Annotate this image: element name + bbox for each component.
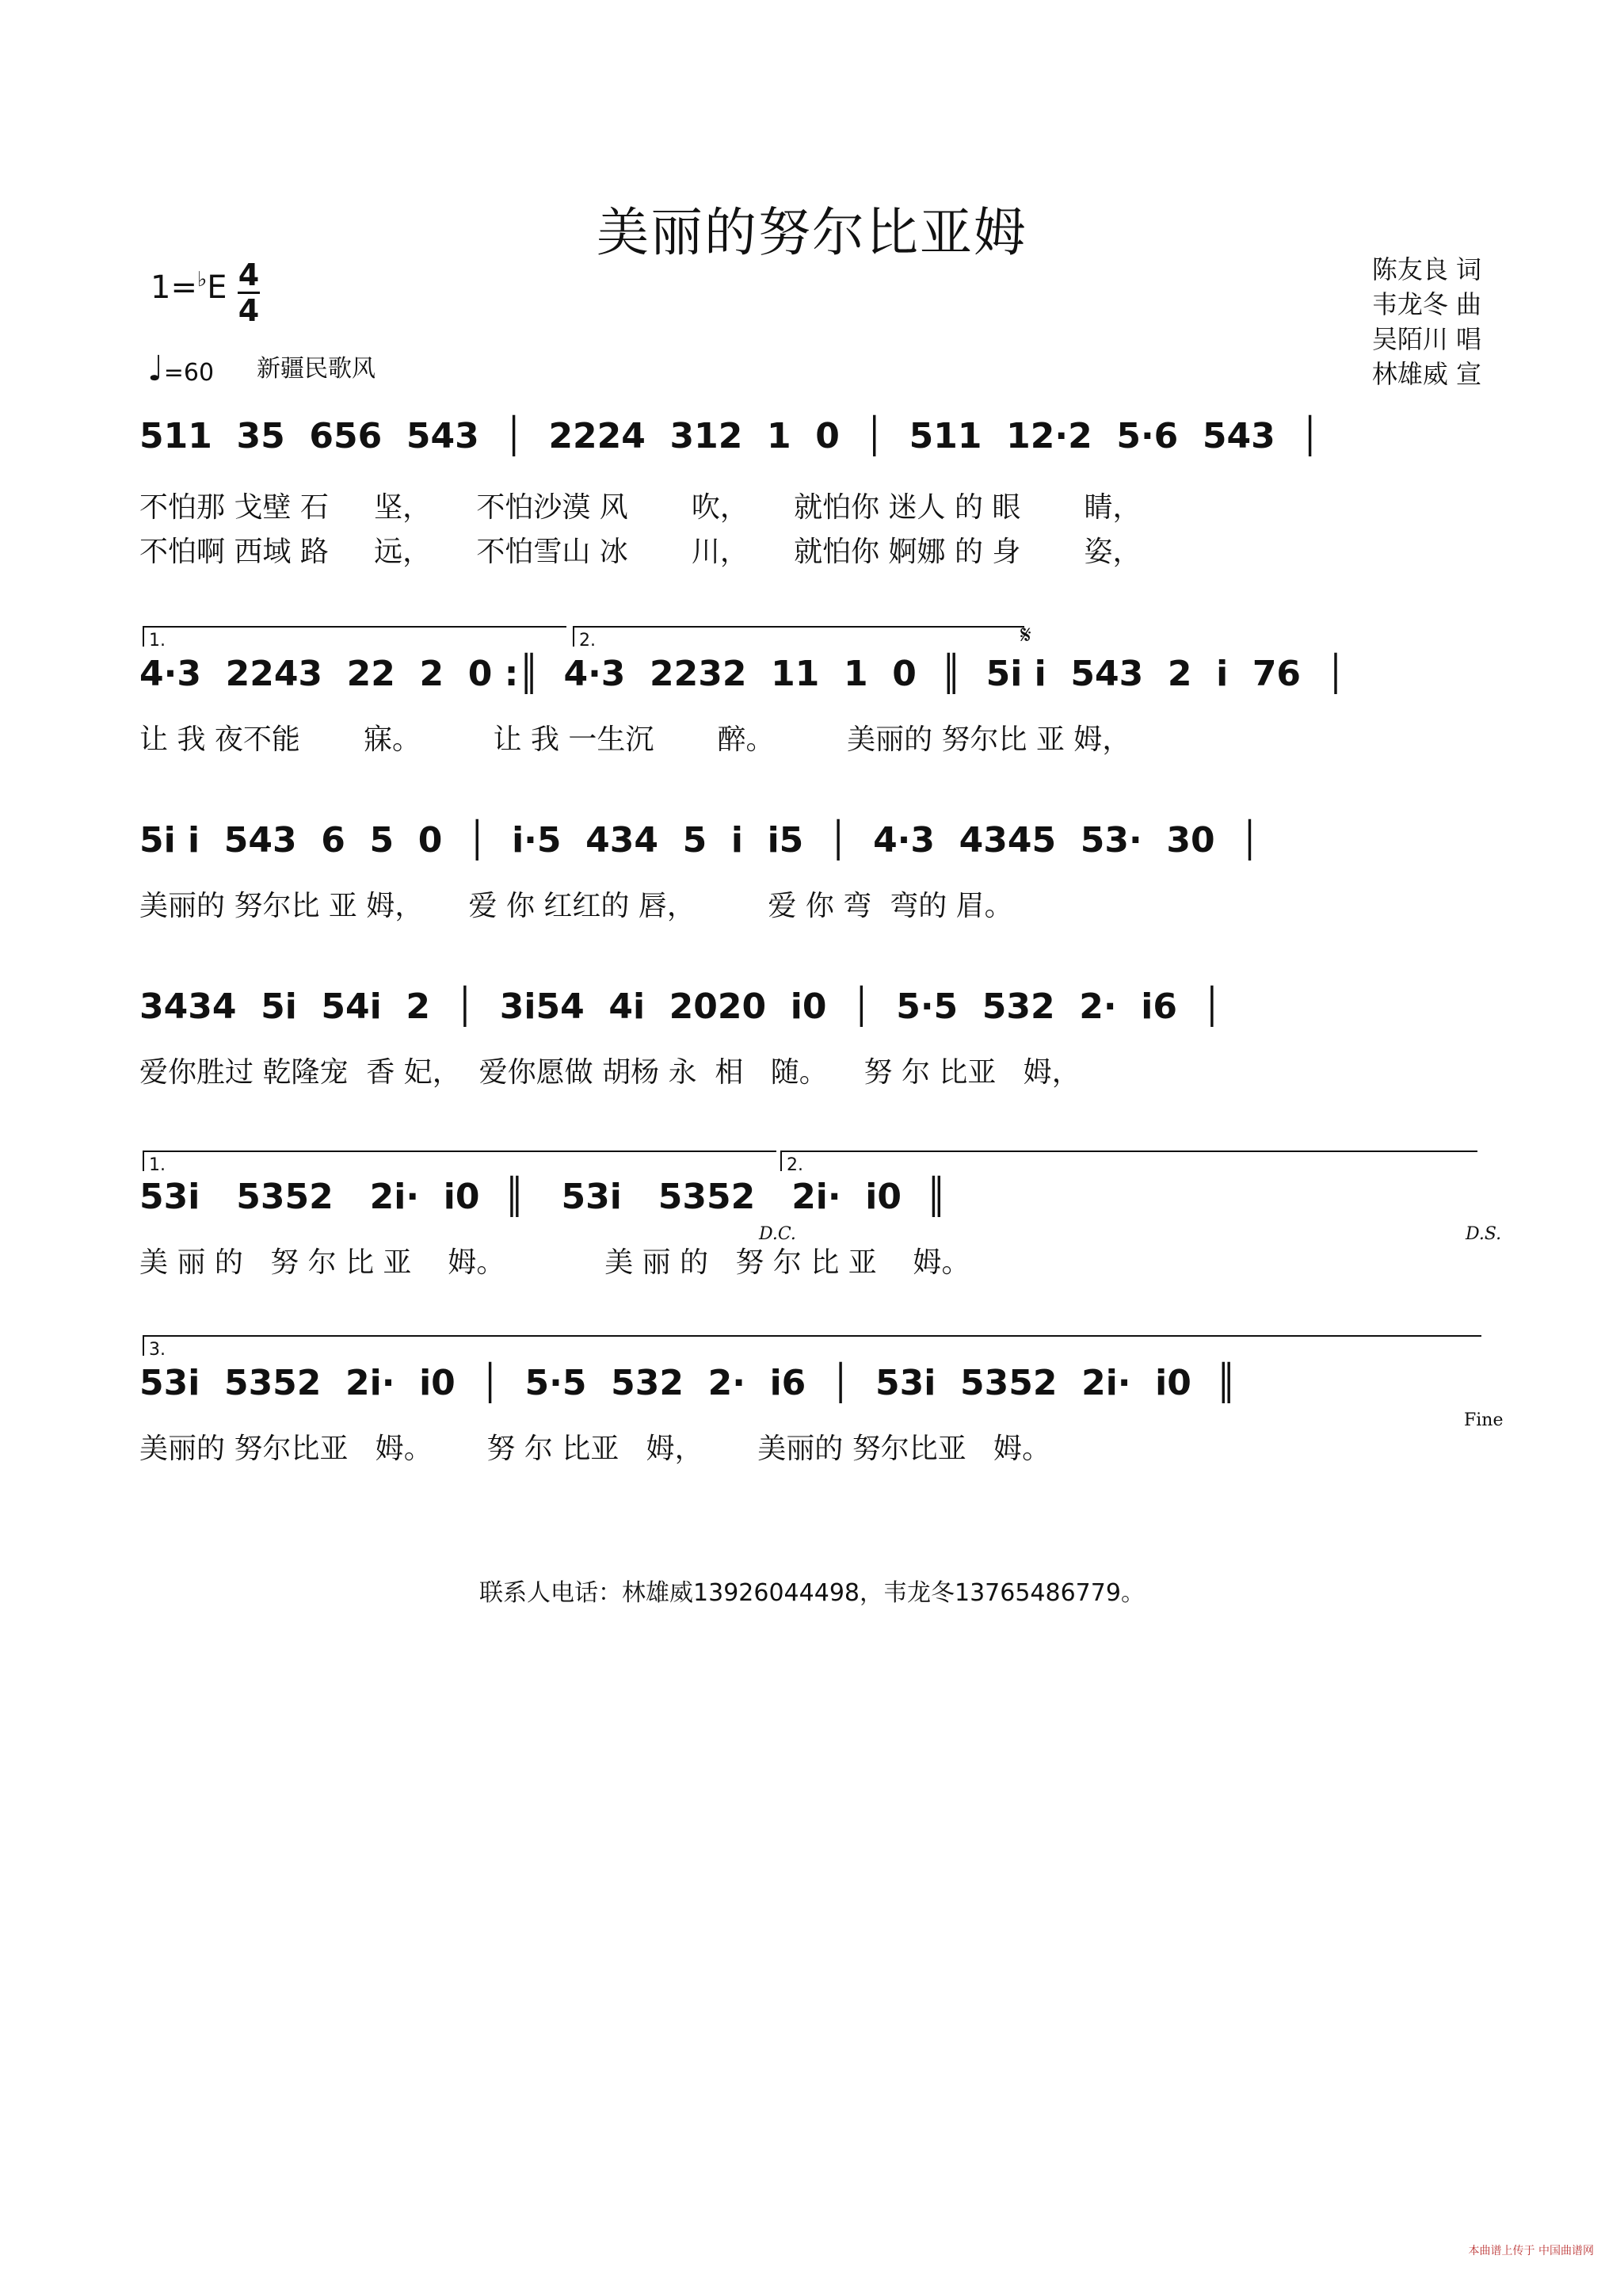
- meter-top: 4: [238, 258, 260, 292]
- song-title: 美丽的努尔比亚姆: [597, 202, 1027, 263]
- composer-credit: 韦龙冬 曲: [1371, 289, 1481, 319]
- segno-icon: 𝄋: [1020, 620, 1031, 650]
- dc-marker: D.C.: [759, 1224, 796, 1244]
- key-signature: 1=♭E: [151, 268, 227, 306]
- singer-credit: 吴陌川 唱: [1371, 324, 1481, 354]
- fine-marker: Fine: [1464, 1410, 1504, 1430]
- ds-marker: D.S.: [1466, 1224, 1502, 1244]
- volta-3: 3.: [143, 1335, 1481, 1356]
- notation-row-1: 511 35 656 543 │ 2224 312 1 0 │ 511 12·2 5·6 543 │: [139, 416, 1321, 456]
- lyrics-row-3: 美丽的 努尔比 亚 姆， 爱 你 红红的 唇， 爱 你 弯 弯的 眉。: [139, 890, 1013, 922]
- volta-2: 2.: [573, 626, 1024, 647]
- flat-sign-icon: ♭: [196, 268, 208, 292]
- volta-1: 1.: [143, 626, 566, 647]
- volta-2b: 2.: [780, 1151, 1477, 1171]
- notation-row-4: 3434 5i 54i 2 │ 3i54 4i 2020 i0 │ 5·5 532 2· i6 │: [139, 986, 1223, 1027]
- lyricist-credit: 陈友良 词: [1371, 254, 1481, 284]
- contact-footer: 联系人电话：林雄威13926044498，韦龙冬13765486779。: [479, 1579, 1145, 1607]
- watermark: 本曲谱上传于 中国曲谱网: [1468, 2245, 1594, 2257]
- tempo-marking: ♩=60: [147, 349, 215, 389]
- volta-1b: 1.: [143, 1151, 776, 1171]
- credits: [1372, 252, 1481, 391]
- quarter-note-icon: ♩: [147, 349, 164, 389]
- style-marking: 新疆民歌风: [257, 355, 376, 383]
- lyrics-row-1-verse-1: 不怕那 戈壁 石 坚， 不怕沙漠 风 吹， 就怕你 迷人 的 眼 睛，: [139, 491, 1142, 524]
- promoter-credit: 林雄威 宣: [1371, 359, 1481, 389]
- time-signature: [238, 260, 260, 326]
- notation-row-3: 5i i 543 6 5 0 │ i·5 434 5 i i5 │ 4·3 4345 53· 30 │: [139, 820, 1260, 861]
- notation-row-6: 53i 5352 2i· i0 │ 5·5 532 2· i6 │ 53i 5352 2i· i0 ║: [139, 1363, 1237, 1403]
- lyrics-row-1-verse-2: 不怕啊 西域 路 远， 不怕雪山 冰 川， 就怕你 婀娜 的 身 姿，: [139, 536, 1142, 568]
- notation-row-2: 4·3 2243 22 2 0 :║ 4·3 2232 11 1 0 ║ 5i i 543 2 i 76 │: [139, 654, 1347, 694]
- lyrics-row-4: 爱你胜过 乾隆宠 香 妃， 爱你愿做 胡杨 永 相 随。 努 尔 比亚 姆，: [139, 1056, 1081, 1089]
- notation-row-5: 53i 5352 2i· i0 ║ 53i 5352 2i· i0 ║: [139, 1177, 947, 1217]
- lyrics-row-6: 美丽的 努尔比亚 姆。 努 尔 比亚 姆， 美丽的 努尔比亚 姆。: [139, 1433, 1051, 1465]
- meter-bottom: 4: [238, 293, 260, 328]
- lyrics-row-5: 美 丽 的 努 尔 比 亚 姆。 美 丽 的 努 尔 比 亚 姆。: [139, 1246, 970, 1279]
- lyrics-row-2: 让 我 夜不能 寐。 让 我 一生沉 醉。 美丽的 努尔比 亚 姆，: [139, 723, 1131, 756]
